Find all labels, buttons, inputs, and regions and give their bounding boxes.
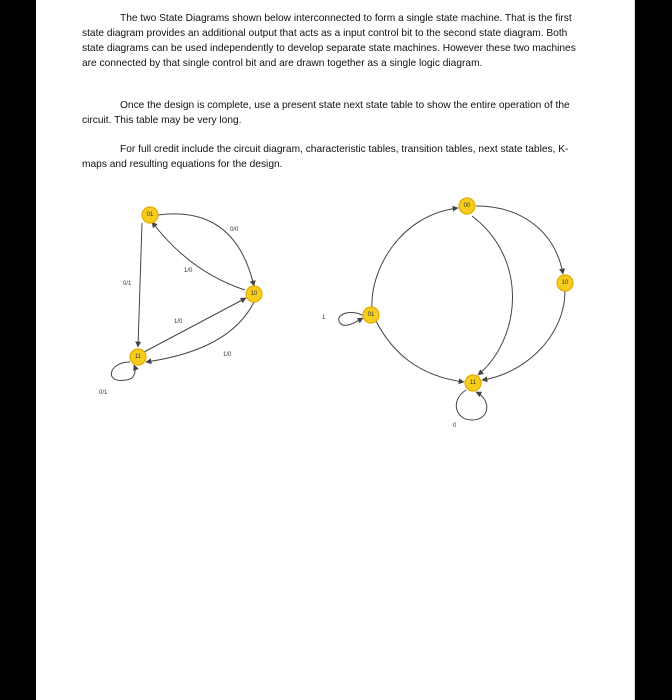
label-11-self: 0/1: [99, 390, 108, 396]
paragraph-3: For full credit include the circuit diagram, characteristic tables, transition tables, next state tables, K-maps and resulting equations for the design.: [82, 144, 569, 170]
paragraph-2: Once the design is complete, use a present state next state table to show the entire operation of the circuit. This table may be very long.: [82, 100, 570, 126]
edge-10-to-11: [482, 290, 565, 380]
svg-text:11: 11: [134, 354, 142, 360]
svg-text:01: 01: [367, 312, 375, 318]
state-10: [246, 286, 262, 302]
edge-11-self-loop: [456, 390, 487, 420]
edge-01-self-loop: [339, 312, 364, 325]
edge-01-to-11: [376, 321, 464, 382]
label-10-to-01: 1/0: [184, 268, 193, 274]
label-10-to-11: 1/0: [223, 352, 232, 358]
svg-text:11: 11: [469, 380, 477, 386]
svg-text:01: 01: [146, 212, 154, 218]
edge-00-to-11: [472, 216, 513, 375]
edge-00-to-10: [476, 206, 563, 274]
edge-11-to-10: [144, 298, 246, 352]
edge-01-to-10: [158, 214, 254, 286]
svg-text:10: 10: [250, 291, 258, 297]
state-01: [142, 207, 158, 223]
label-01-to-10: 0/0: [230, 227, 239, 233]
edge-01-to-00: [372, 208, 458, 308]
state-01: [363, 307, 379, 323]
svg-text:00: 00: [463, 203, 471, 209]
state-diagram-2: [322, 198, 573, 429]
state-diagram-1: [99, 207, 262, 396]
label-01-to-11: 0/1: [123, 281, 132, 287]
label-11-to-10: 1/0: [174, 319, 183, 325]
label-01-self: 1: [322, 315, 326, 321]
state-11: [465, 375, 481, 391]
state-11: [130, 349, 146, 365]
edge-01-to-11: [138, 223, 142, 347]
state-00: [459, 198, 475, 214]
edge-11-self-loop: [111, 362, 135, 380]
paragraph-1: The two State Diagrams shown below interconnected to form a single state machine. That is the first state diagram provides an additional output that acts as a input control bit to the second state diagram. Both state diagrams can be used independently to develop separate state machines. However these two machines are connected by that single control bit and are drawn together as a single logic diagram.: [82, 13, 576, 69]
edge-10-to-11: [146, 302, 254, 362]
svg-text:10: 10: [561, 280, 569, 286]
label-11-self: 0: [453, 423, 457, 429]
state-10: [557, 275, 573, 291]
